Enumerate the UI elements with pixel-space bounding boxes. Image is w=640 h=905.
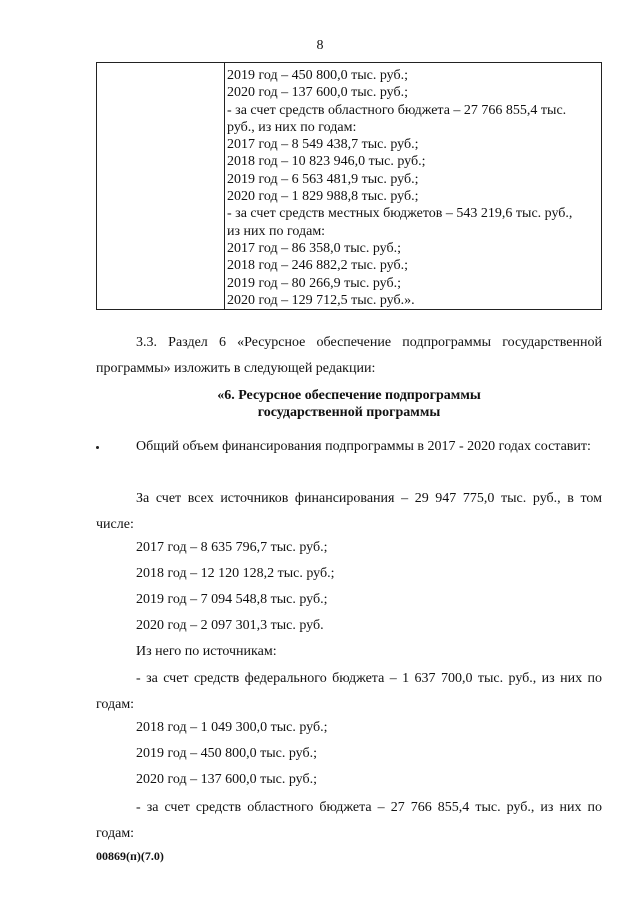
federal-budget-paragraph: - за счет средств федерального бюджета – 1 637 700,0 тыс. руб., из них по годам:: [96, 671, 602, 712]
table-line: 2017 год – 8 549 438,7 тыс. руб.;: [227, 137, 419, 153]
heading-line-1: «6. Ресурсное обеспечение подпрограммы: [217, 388, 481, 403]
all-sources-paragraph: За счет всех источников финансирования – 29 947 775,0 тыс. руб., в том числе:: [96, 491, 602, 532]
year-2019-line: 2019 год – 7 094 548,8 тыс. руб.;: [136, 592, 328, 607]
table-line: из них по годам:: [227, 223, 326, 239]
table-left-column: [97, 63, 225, 309]
regional-budget-paragraph: - за счет средств областного бюджета – 27 766 855,4 тыс. руб., из них по годам:: [96, 800, 602, 841]
table-line: руб., из них по годам:: [227, 119, 357, 135]
table-line: 2020 год – 1 829 988,8 тыс. руб.;: [227, 189, 419, 205]
table-line: 2019 год – 80 266,9 тыс. руб.;: [227, 275, 401, 291]
page-number: 8: [316, 38, 324, 53]
year-2018-line: 2018 год – 12 120 128,2 тыс. руб.;: [136, 566, 335, 581]
federal-2018-line: 2018 год – 1 049 300,0 тыс. руб.;: [136, 720, 328, 735]
year-2020-line: 2020 год – 2 097 301,3 тыс. руб.: [136, 618, 324, 633]
table-line: 2020 год – 129 712,5 тыс. руб.».: [227, 292, 415, 308]
section-heading: [96, 387, 602, 421]
year-2017-line: 2017 год – 8 635 796,7 тыс. руб.;: [136, 540, 328, 555]
table-line: 2017 год – 86 358,0 тыс. руб.;: [227, 240, 401, 256]
table-line: 2018 год – 246 882,2 тыс. руб.;: [227, 258, 408, 274]
item-3-3-paragraph: 3.3. Раздел 6 «Ресурсное обеспечение подпрограммы государственной программы» изложить в следующей редакции:: [96, 335, 602, 376]
table-line: 2019 год – 6 563 481,9 тыс. руб.;: [227, 171, 419, 187]
table-line: 2019 год – 450 800,0 тыс. руб.;: [227, 68, 408, 83]
table-line: 2018 год – 10 823 946,0 тыс. руб.;: [227, 154, 426, 170]
table-line: - за счет средств местных бюджетов – 543 219,6 тыс. руб.,: [227, 206, 573, 222]
funding-table: [96, 62, 602, 310]
table-line: 2020 год – 137 600,0 тыс. руб.;: [227, 85, 408, 101]
sources-intro-line: Из него по источникам:: [136, 644, 277, 659]
heading-line-2: государственной программы: [257, 405, 441, 420]
table-right-column: [227, 67, 599, 309]
federal-2019-line: 2019 год – 450 800,0 тыс. руб.;: [136, 746, 317, 761]
footer-document-code: 00869(п)(7.0): [96, 849, 164, 863]
federal-2020-line: 2020 год – 137 600,0 тыс. руб.;: [136, 772, 317, 787]
table-line: - за счет средств областного бюджета – 27 766 855,4 тыс.: [227, 102, 567, 118]
total-funding-paragraph: Общий объем финансирования подпрограммы в 2017 - 2020 годах составит:: [136, 439, 591, 454]
